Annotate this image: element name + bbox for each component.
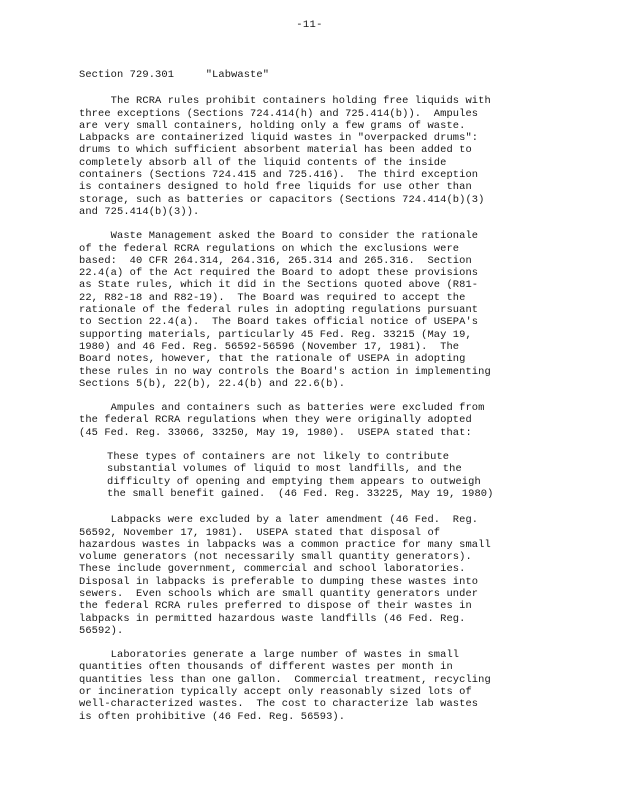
text-line: drums to which sufficient absorbent material has been added to bbox=[79, 144, 472, 157]
text-line: Disposal in labpacks is preferable to dumping these wastes into bbox=[79, 575, 479, 588]
text-line: the small benefit gained. (46 Fed. Reg. 33225, May 19, 1980) bbox=[107, 487, 494, 500]
paragraph-ampules-labpacks bbox=[79, 95, 561, 218]
text-line: well-characterized wastes. The cost to characterize lab wastes bbox=[79, 698, 479, 711]
text-line: These include government, commercial and school laboratories. bbox=[79, 563, 466, 576]
paragraph-waste-management bbox=[79, 230, 561, 390]
text-line: hazardous wastes in labpacks was a common practice for many small bbox=[79, 538, 491, 551]
text-line: these rules in no way controls the Board's action in implementing bbox=[79, 365, 491, 378]
text-line: containers (Sections 724.415 and 725.416). The third exception bbox=[79, 169, 479, 182]
text-line: or incineration typically accept only reasonably sized lots of bbox=[79, 686, 472, 699]
text-line: supporting materials, particularly 45 Fed. Reg. 33215 (May 19, bbox=[79, 328, 472, 341]
text-line: three exceptions (Sections 724.414(h) and 725.414(b)). Ampules bbox=[79, 107, 479, 120]
text-line: 1980) and 46 Fed. Reg. 56592-56596 (November 17, 1981). The bbox=[79, 340, 460, 353]
text-line: quantities less than one gallon. Commercial treatment, recycling bbox=[79, 673, 491, 686]
block-quote bbox=[107, 451, 561, 500]
text-line: sewers. Even schools which are small quantity generators under bbox=[79, 587, 479, 600]
text-line: 22, R82-18 and R82-19). The Board was required to accept the bbox=[79, 291, 466, 304]
text-line: These types of containers are not likely to contribute bbox=[107, 451, 450, 464]
text-line: difficulty of opening and emptying them appears to outweigh bbox=[107, 475, 481, 488]
text-line: 22.4(a) of the Act required the Board to adopt these provisions bbox=[79, 267, 479, 280]
text-line: as State rules, which it did in the Sections quoted above (R81- bbox=[79, 279, 479, 292]
text-line: labpacks in permitted hazardous waste landfills (46 Fed. Reg. bbox=[79, 612, 466, 625]
text-line: (45 Fed. Reg. 33066, 33250, May 19, 1980). USEPA stated that: bbox=[79, 426, 472, 439]
text-line: rationale of the federal rules in adopting regulations pursuant bbox=[79, 304, 479, 317]
text-line: are very small containers, holding only a few grams of waste. bbox=[79, 119, 466, 132]
text-line: completely absorb all of the liquid contents of the inside bbox=[79, 156, 447, 169]
text-line: Laboratories generate a large number of wastes in small bbox=[79, 649, 460, 662]
section-heading: Section 729.301 "Labwaste" bbox=[79, 69, 270, 81]
text-line: quantities often thousands of different wastes per month in bbox=[79, 661, 453, 674]
text-line: is often prohibitive (46 Fed. Reg. 56593). bbox=[79, 710, 346, 723]
text-line: Sections 5(b), 22(b), 22.4(b) and 22.6(b). bbox=[79, 377, 346, 390]
text-line: to Section 22.4(a). The Board takes official notice of USEPA's bbox=[79, 316, 479, 329]
text-line: Ampules and containers such as batteries were excluded from bbox=[79, 402, 485, 415]
text-line: the federal RCRA rules preferred to dispose of their wastes in bbox=[79, 600, 472, 613]
text-line: based: 40 CFR 264.314, 264.316, 265.314 and 265.316. Section bbox=[79, 254, 472, 267]
paragraph-labpacks-amendment bbox=[79, 514, 561, 637]
text-line: volume generators (not necessarily small quantity generators). bbox=[79, 551, 472, 564]
text-line: The RCRA rules prohibit containers holding free liquids with bbox=[79, 95, 491, 108]
text-line: 56592). bbox=[79, 624, 124, 637]
paragraph-laboratories bbox=[79, 649, 561, 723]
text-line: Board notes, however, that the rationale of USEPA in adopting bbox=[79, 353, 466, 366]
paragraph-exclusion-history bbox=[79, 402, 561, 439]
text-line: is containers designed to hold free liquids for use other than bbox=[79, 181, 472, 194]
page-number: -11- bbox=[296, 19, 323, 31]
text-line: storage, such as batteries or capacitors (Sections 724.414(b)(3) bbox=[79, 193, 485, 206]
text-line: Labpacks were excluded by a later amendment (46 Fed. Reg. bbox=[79, 514, 479, 527]
text-line: substantial volumes of liquid to most landfills, and the bbox=[107, 463, 462, 476]
text-line: of the federal RCRA regulations on which the exclusions were bbox=[79, 242, 460, 255]
text-line: and 725.414(b)(3)). bbox=[79, 205, 200, 218]
text-line: Labpacks are containerized liquid wastes in "overpacked drums": bbox=[79, 132, 479, 145]
text-line: Waste Management asked the Board to consider the rationale bbox=[79, 230, 479, 243]
text-line: 56592, November 17, 1981). USEPA stated that disposal of bbox=[79, 526, 441, 539]
document-body bbox=[79, 69, 561, 735]
text-line: the federal RCRA regulations when they were originally adopted bbox=[79, 414, 472, 427]
